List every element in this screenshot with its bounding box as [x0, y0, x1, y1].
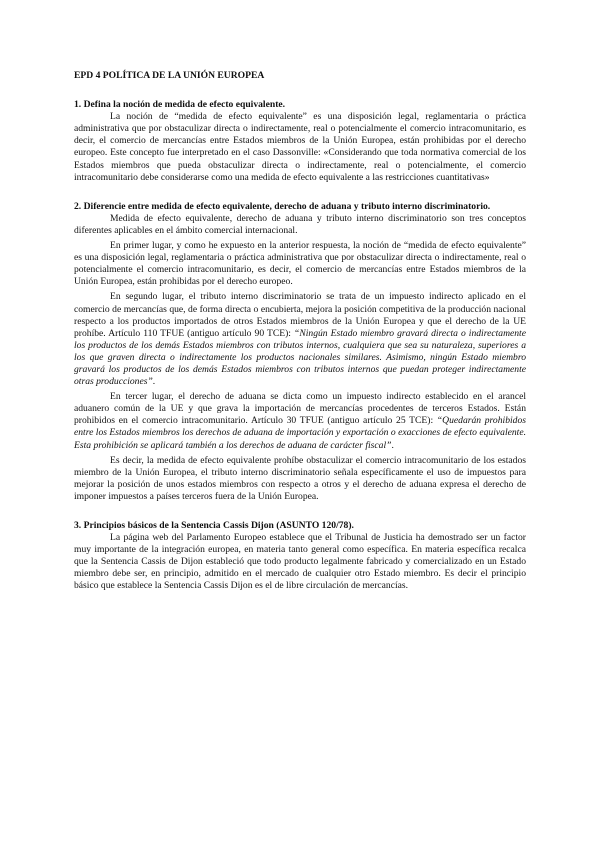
section-2-paragraph-3 [74, 291, 526, 388]
section-1-paragraph-1: La noción de “medida de efecto equivalente” es una disposición legal, reglamentaria o práctica administrativa que por obstaculizar directa o indirectamente, real o potencialmente el comercio intracomunitario, es decir, el comercio de mercancías entre Estados miembros de la Unión Europea, están prohibidas por el derecho europeo. Este concepto fue interpretado en el caso Dassonville: «Considerando que toda normativa comercial de los Estados miembros que pueda obstaculizar directa o indirectamente, real o potencialmente, el comercio intracomunitario debe considerarse como una medida de efecto equivalente a las restricciones cuantitativas» [74, 111, 526, 183]
section-3 [74, 520, 526, 593]
paragraph-text: En segundo lugar, el tributo interno discriminatorio se trata de un impuesto indirecto aplicado en el comercio de mercancías que, de forma directa o encubierta, mejora la posición competitiva de la producción nacional respecto a los productos importados de otros Estados miembros de la Unión Europea y que el derecho de la UE prohíbe. Artículo 110 TFUE (antiguo artículo 90 TCE): [74, 291, 526, 339]
article-110-quote: “Ningún Estado miembro gravará directa o indirectamente los productos de los demás Estados miembros con tributos internos, cualquiera que sea su naturaleza, superiores a los que graven directa o indirectamente los productos nacionales similares. Asimismo, ningún Estado miembro gravará los productos de los demás Estados miembros con tributos internos que puedan proteger indirectamente otras producciones” [74, 327, 526, 388]
section-3-paragraph-1: La página web del Parlamento Europeo establece que el Tribunal de Justicia ha demostrado ser un factor muy importante de la integración europea, en materia tanto general como específica. En materia específica recalca que la Sentencia Cassis de Dijon estableció que todo producto legalmente fabricado y comercializado en un Estado miembro debe ser, en principio, admitido en el mercado de cualquier otro Estado miembro. Es decir el principio básico que establece la Sentencia Cassis Dijon es el de libre circulación de mercancías. [74, 532, 526, 592]
section-3-heading: 3. Principios básicos de la Sentencia Cassis Dijon (ASUNTO 120/78). [74, 520, 354, 531]
section-2-paragraph-4 [74, 391, 526, 451]
document-title: EPD 4 POLÍTICA DE LA UNIÓN EUROPEA [74, 70, 265, 81]
document-body [74, 70, 526, 596]
section-2-heading: 2. Diferencie entre medida de efecto equivalente, derecho de aduana y tributo interno discriminatorio. [74, 200, 491, 212]
section-2-paragraph-2: En primer lugar, y como he expuesto en la anterior respuesta, la noción de “medida de efecto equivalente” es una disposición legal, reglamentaria o práctica administrativa que por obstaculizar directa o indirectamente, real o potencialmente el comercio intracomunitario, es decir, el comercio de mercancías entre Estados miembros de la Unión Europea, están prohibidas por el derecho europeo. [74, 240, 526, 288]
section-1-heading: 1. Defina la noción de medida de efecto equivalente. [74, 99, 286, 111]
section-2 [74, 201, 526, 503]
section-1 [74, 99, 526, 184]
paragraph-text: En tercer lugar, el derecho de aduana se dicta como un impuesto indirecto establecido en el arancel aduanero común de la UE y que grava la importación de mercancías procedentes de terceros Estados. Están prohibidos en el comercio intracomunitario. Artículo 30 TFUE (antiguo artículo 25 TCE): [74, 391, 526, 427]
article-30-quote: “Quedarán prohibidos entre los Estados miembros los derechos de aduana de importación y exportación o exacciones de efecto equivalente. Esta prohibición se aplicará también a los derechos de aduana de carácter fiscal” [74, 415, 526, 451]
section-2-paragraph-5: Es decir, la medida de efecto equivalente prohíbe obstaculizar el comercio intracomunitario de los estados miembro de la Unión Europea, el tributo interno discriminatorio señala específicamente el uso de impuestos para mejorar la posición de unos estados miembros con respecto a otros y el derecho de aduana expresa el derecho de imponer impuestos a países terceros fuera de la Unión Europea. [74, 454, 526, 502]
paragraph-end: . [152, 376, 156, 388]
section-2-paragraph-1: Medida de efecto equivalente, derecho de aduana y tributo interno discriminatorio son tres conceptos diferentes aplicables en el ámbito comercial internacional. [74, 212, 526, 236]
paragraph-end: . [391, 439, 394, 451]
